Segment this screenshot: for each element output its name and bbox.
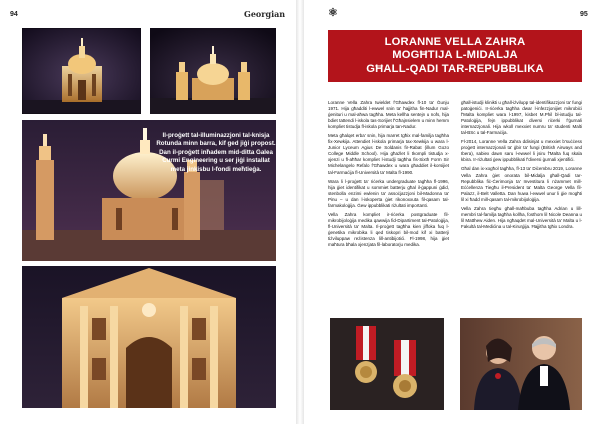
title-line-2: MOGĦTIJA L-MIDALJA [392, 49, 518, 62]
crest-icon: ⚛ [328, 6, 338, 19]
article-column-1 [328, 100, 449, 251]
left-page-number: 94 [10, 11, 18, 18]
right-page-number: 95 [580, 11, 588, 18]
body-paragraph: Vella Zahra kompliet ir-riċerka postgraduate fil-mikrobijoloġija medika qawwija fid-Dipartiment tal-Patoloġija, fl-Università ta' Malta. Il-proġett tagħha kien jiffoka fuq l-ġenetika mikrobika li qed tiskopri bil-mod kif xi batterji tiżviluppaw reżistenza lill-antibijotiċi. Fl-1998, hija ġiet maħtura bħala xjenzjata fil-laboratorju medika. [328, 211, 449, 248]
left-page [0, 0, 296, 424]
article-title [328, 30, 582, 82]
portrait-photo [460, 318, 582, 410]
title-line-3: GĦALL-QADI TAR-REPUBBLIKA [366, 62, 544, 75]
body-paragraph: Meta għalqet erba' snin, hija marret tgħix mal-familja tagħha fix-Xewkija. Attendiet l-iskola primarja tax-Xewkija u wara l-Junior Lyceum Agius De Soldanis fir-Rabat (illum Gozo College Middle School). Hija għażlet li tkompli tistudja x-xjenzi u fl-aħħar kompliet l-istudji tagħha fis-Sixth Form Sir Michelangelo Refalo f'Għawdex u wara għaddiet il-korsijiet tal-Farmaċija fl-Università ta' Malta fl-1990. [328, 133, 449, 175]
body-paragraph: Wara li l-proġett ta' riċerka undergraduate tagħha fl-1996, hija ġiet identifikat u sommiet batterju għal il-ġappuni ġdid, stenbolla enzimi ewlenin ta' assoċjazzjoni bil-Madonna ta' Pinu – u dan l-iskoperta ġiet rikonoxxuta fil-qasam tal-farmakoloġija. Ġew ippubblikati riżultati importanti. [328, 178, 449, 208]
medal-photo [330, 318, 444, 410]
right-page [304, 0, 600, 424]
church-facade-photo [22, 266, 276, 408]
body-paragraph: għall-istudji klinikti u għall-iżvilupp tal-identifikazzjoni ta' fungi patoġeniċi. Ir-riċerka tagħha dwar l-infezzjonijiet mikrobiċi f'Malta kompliet wara l-1997, kisbet M.Phil bl-istudju tal-Patoloġija, fejn ippubblikat diversi riċerki f'ġurnali internazzjonali. Hija wkoll mexxiet numru ta' studenti Malti tal-BSc u tal-Farmaċija. [461, 100, 582, 136]
church-render-photo-1 [22, 28, 141, 114]
body-paragraph: Għal dan ix-xogħol tagħha, fl-13 ta' Diċembru 2019, Loranne Vella Zahra ġiet onorata bil-Midalja għall-Qadi tar-Repubblika fiċ-Ċerimonja ta' Investitura li nżammet mill-Eċċellenza Tiegħu il-President ta' Malta George Vella fil-Palazz, il-Belt Valletta. Dan huwa l-ewwel unur li ġie mogħti lil xi ħadd mill-qasam tal-mikrobijoloġija. [461, 166, 582, 202]
body-paragraph: Vella Zahra tiegħu għall-maħbuba tagħha Adrian u lill-membri tal-familja tagħha kollha, fosthom lil Nicole Deanna u lil Matthew Aiden. Hija ngħaqdet mal-Università ta' Malta u l-Fakultà tal-Mediċina u tal-Kirurġija. Ħajjitha tgħix Londra. [461, 205, 582, 229]
body-paragraph: Loranne Vella Zahra twieldet f'Għawdex fl-10 ta' Ġunju 1971. Hija għadditi l-ewwel snin ta' ħajjitha fin-Nadur mal-ġenituri u mal-aħwa tagħha. Meta kellha sentejn u nofs, hija bdiet tattendi l-iskola tas-Sorijiet f'Għajnsielem u minn hemm kompliet tistudja fl-iskola primarja tan-Nadur. [328, 100, 449, 130]
page-gutter [296, 0, 304, 424]
photo-caption: Il-proġett tal-illuminazzjoni tal-knisja Rotunda minn barra, kif ged jiġi propost. Dan il-proġett inħadem mid-ditta Galea Curmi Engineering u ser jiġi installat meta jinkisbu l-fondi meħtieġa. [156, 132, 276, 173]
church-render-photo-2 [150, 28, 276, 114]
article-column-2 [461, 100, 582, 233]
magazine-logo: Georgian [244, 9, 286, 19]
body-paragraph: Fl-2014, Loranne Vella Zahra ddisinjat u mexxiet b'suċċess proġett internazzjonali ta' ġbir ta' fungi (British Airways and Ibera), sabiex dawn saru l-ewwel li jsiru f'Malta fuq skala kbira. Ir-riżultati ġew ippubblikati f'diversi ġurnali xjentifiċi. [461, 139, 582, 163]
title-line-1: LORANNE VELLA ZAHRA [384, 35, 526, 48]
